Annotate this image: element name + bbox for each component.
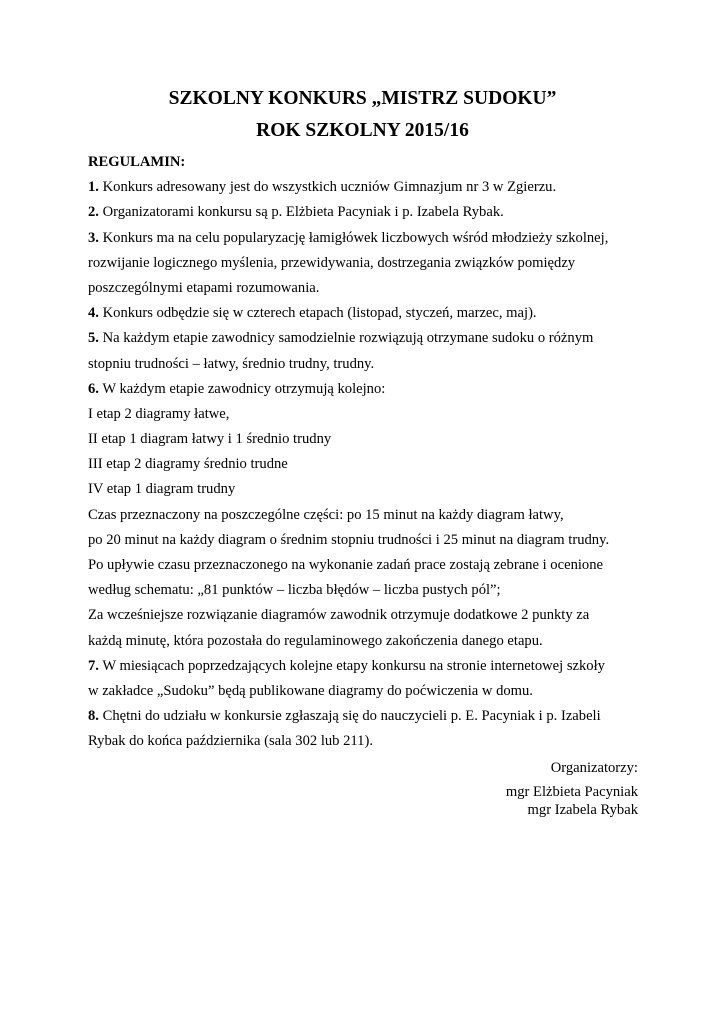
rule-text: Konkurs ma na celu popularyzację łamigłówek liczbowych wśród młodzieży szkolnej,: [98, 229, 609, 246]
time-line: po 20 minut na każdy diagram o średnim stopniu trudności i 25 minut na diagram trudny.: [88, 531, 610, 548]
rule-3-continued: rozwijanie logicznego myślenia, przewidywania, dostrzegania związków pomiędzy: [88, 254, 576, 271]
stage-2-line: II etap 1 diagram łatwy i 1 średnio trudny: [88, 431, 332, 448]
organizers-label: Organizatorzy:: [550, 760, 638, 776]
rule-number: 4.: [88, 305, 99, 322]
rule-3-continued: poszczególnymi etapami rozumowania.: [88, 279, 320, 296]
rule-3: [88, 226, 648, 251]
rules-body: [88, 150, 648, 755]
rule-number: 5.: [88, 330, 99, 347]
rule-text: W miesiącach poprzedzających kolejne etapy konkursu na stronie internetowej szkoły: [98, 657, 605, 674]
rule-number: 7.: [88, 657, 99, 674]
rule-text: Organizatorami konkursu są p. Elżbieta Pacyniak i p. Izabela Rybak.: [98, 204, 504, 221]
scoring-line: Po upływie czasu przeznaczonego na wykonanie zadań prace zostają zebrane i ocenione: [88, 557, 603, 573]
rule-5-continued: stopniu trudności – łatwy, średnio trudny, trudny.: [88, 355, 375, 372]
stage-3-line: III etap 2 diagramy średnio trudne: [88, 456, 288, 473]
time-line: Czas przeznaczony na poszczególne części: po 15 minut na każdy diagram łatwy,: [88, 506, 564, 523]
rule-number: 1.: [88, 179, 99, 196]
document-subtitle: ROK SZKOLNY 2015/16: [256, 120, 469, 141]
rule-text: Konkurs odbędzie się w czterech etapach (listopad, styczeń, marzec, maj).: [98, 305, 537, 322]
organizer-name: mgr Elżbieta Pacyniak: [505, 784, 638, 800]
rule-7: [88, 654, 648, 679]
stage-4-line: IV etap 1 diagram trudny: [88, 481, 236, 498]
rule-2: [88, 200, 648, 225]
stage-1-line: I etap 2 diagramy łatwe,: [88, 405, 230, 422]
rules-heading: REGULAMIN:: [88, 154, 186, 170]
rule-number: 2.: [88, 204, 99, 221]
rule-5: [88, 326, 648, 351]
rule-6: [88, 377, 648, 402]
scoring-line: według schematu: „81 punktów – liczba błędów – liczba pustych pól”;: [88, 582, 501, 599]
document-title: SZKOLNY KONKURS „MISTRZ SUDOKU”: [168, 88, 557, 109]
rule-7-continued: w zakładce „Sudoku” będą publikowane diagramy do poćwiczenia w domu.: [88, 682, 533, 699]
bonus-line: każdą minutę, która pozostała do regulaminowego zakończenia danego etapu.: [88, 632, 543, 649]
rule-number: 6.: [88, 380, 99, 397]
rule-1: [88, 175, 648, 200]
rule-4: [88, 301, 648, 326]
rule-8: [88, 704, 648, 729]
rule-text: Chętni do udziału w konkursie zgłaszają się do nauczycieli p. E. Pacyniak i p. Izabeli: [98, 708, 601, 725]
rule-text: W każdym etapie zawodnicy otrzymują kolejno:: [98, 380, 386, 397]
rule-number: 3.: [88, 229, 99, 246]
rule-text: Konkurs adresowany jest do wszystkich uczniów Gimnazjum nr 3 w Zgierzu.: [98, 179, 557, 196]
rule-number: 8.: [88, 708, 99, 725]
rule-8-continued: Rybak do końca października (sala 302 lub 211).: [88, 733, 373, 750]
organizer-name: mgr Izabela Rybak: [527, 802, 638, 818]
rule-text: Na każdym etapie zawodnicy samodzielnie rozwiązują otrzymane sudoku o różnym: [98, 330, 594, 347]
bonus-line: Za wcześniejsze rozwiązanie diagramów zawodnik otrzymuje dodatkowe 2 punkty za: [88, 607, 590, 624]
